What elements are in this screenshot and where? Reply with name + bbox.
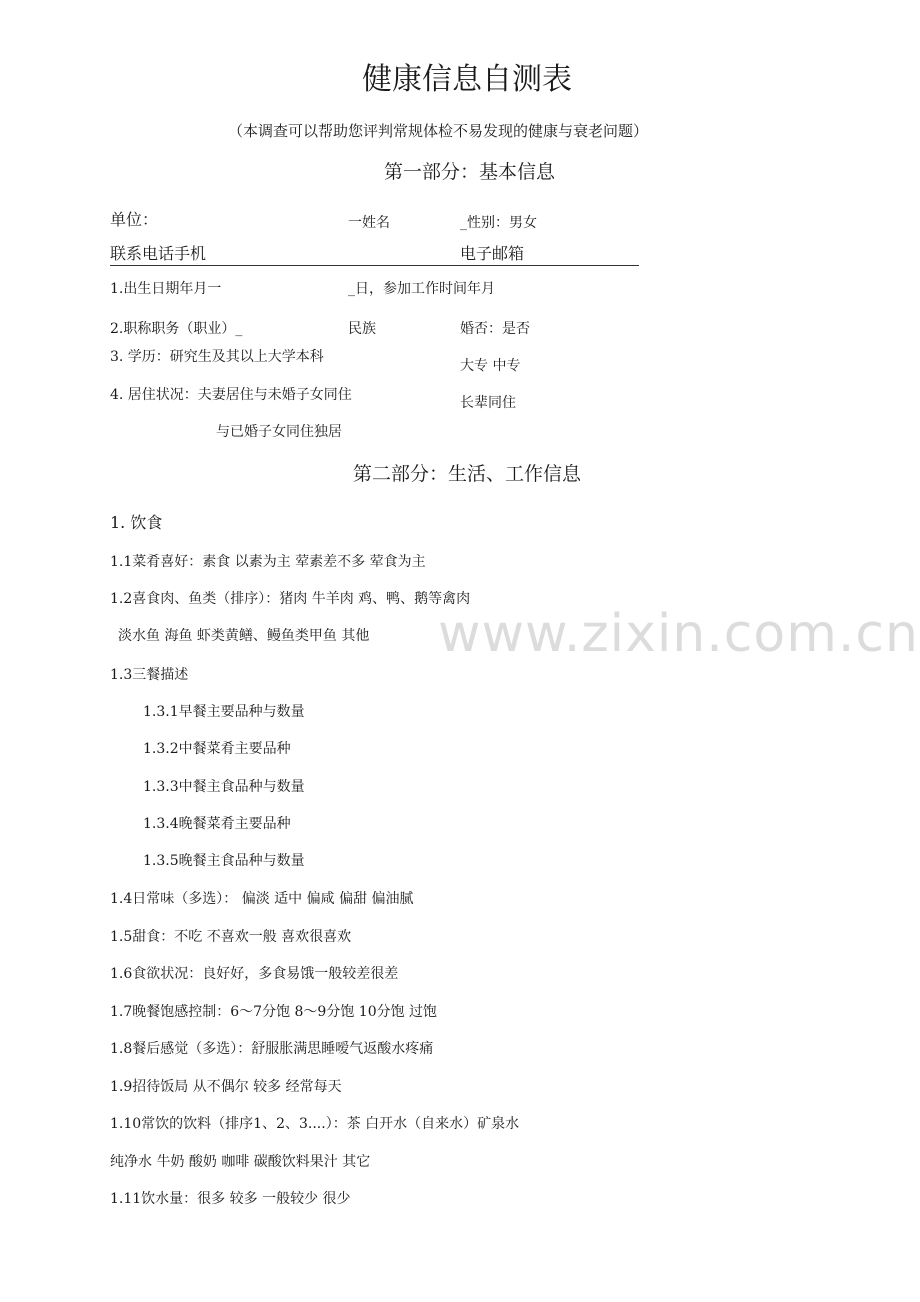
question-1-3-2: 1.3.2中餐菜肴主要品种 bbox=[143, 741, 291, 757]
ethnicity-label: 民族 bbox=[348, 321, 376, 337]
section-heading-part1: 第一部分：基本信息 bbox=[384, 161, 556, 183]
name-label: 一姓名 bbox=[348, 215, 390, 231]
question-1-3-3: 1.3.3中餐主食品种与数量 bbox=[143, 779, 305, 795]
education-label: 3. 学历：研究生及其以上大学本科 bbox=[110, 349, 324, 365]
question-1-9: 1.9招待饭局 从不偶尔 较多 经常每天 bbox=[110, 1079, 342, 1095]
gender-label: _性别：男女 bbox=[460, 215, 537, 231]
work-start-label: _日，参加工作时间年月 bbox=[348, 281, 495, 297]
phone-label: 联系电话手机 bbox=[110, 244, 207, 263]
birth-date-label: 1.出生日期年月一 bbox=[110, 281, 222, 297]
page-subtitle: （本调查可以帮助您评判常规体检不易发现的健康与衰老问题） bbox=[228, 122, 649, 140]
question-1-3-4: 1.3.4晚餐菜肴主要品种 bbox=[143, 816, 291, 832]
question-1-3-1: 1.3.1早餐主要品种与数量 bbox=[143, 704, 305, 720]
diet-heading: 1. 饮食 bbox=[110, 513, 163, 532]
question-1-6: 1.6食欲状况：良好好，多食易饿一般较差很差 bbox=[110, 966, 399, 982]
living-options-more: 长辈同住 bbox=[460, 395, 516, 411]
living-options-more-2: 与已婚子女同住独居 bbox=[216, 424, 342, 440]
question-1-2: 1.2喜食肉、鱼类（排序）：猪肉 牛羊肉 鸡、鸭、鹅等禽肉 bbox=[110, 591, 471, 607]
question-1-11: 1.11饮水量：很多 较多 一般较少 很少 bbox=[110, 1191, 351, 1207]
question-1-7: 1.7晚餐饱感控制：6～7分饱 8～9分饱 10分饱 过饱 bbox=[110, 1004, 438, 1020]
watermark: www.zixin.com.cn bbox=[438, 604, 919, 664]
question-1-3-5: 1.3.5晚餐主食品种与数量 bbox=[143, 853, 305, 869]
question-1-10-continued: 纯净水 牛奶 酸奶 咖啡 碳酸饮料果汁 其它 bbox=[110, 1154, 371, 1170]
divider-line bbox=[110, 265, 639, 266]
question-1-5: 1.5甜食：不吃 不喜欢一般 喜欢很喜欢 bbox=[110, 929, 352, 945]
marital-status-label: 婚否：是否 bbox=[460, 321, 530, 337]
email-label: 电子邮箱 bbox=[460, 244, 525, 263]
unit-label: 单位： bbox=[110, 210, 159, 229]
question-1-4: 1.4日常味（多选）： 偏淡 适中 偏咸 偏甜 偏油腻 bbox=[110, 891, 414, 907]
education-options-more: 大专 中专 bbox=[460, 358, 521, 374]
page-title: 健康信息自测表 bbox=[362, 62, 572, 97]
job-title-label: 2.职称职务（职业）_ bbox=[110, 321, 243, 337]
question-1-10: 1.10常饮的饮料（排序1、2、3....）：茶 白开水（自来水）矿泉水 bbox=[110, 1116, 520, 1132]
question-1-2-continued: 淡水鱼 海鱼 虾类黄鳝、鳗鱼类甲鱼 其他 bbox=[118, 628, 370, 644]
question-1-1: 1.1菜肴喜好：素食 以素为主 荤素差不多 荤食为主 bbox=[110, 554, 426, 570]
question-1-8: 1.8餐后感觉（多选）：舒服胀满思睡嗳气返酸水疼痛 bbox=[110, 1041, 434, 1057]
section-heading-part2: 第二部分：生活、工作信息 bbox=[353, 463, 582, 485]
question-1-3: 1.3三餐描述 bbox=[110, 667, 189, 683]
living-status-label: 4. 居住状况：夫妻居住与未婚子女同住 bbox=[110, 387, 352, 403]
